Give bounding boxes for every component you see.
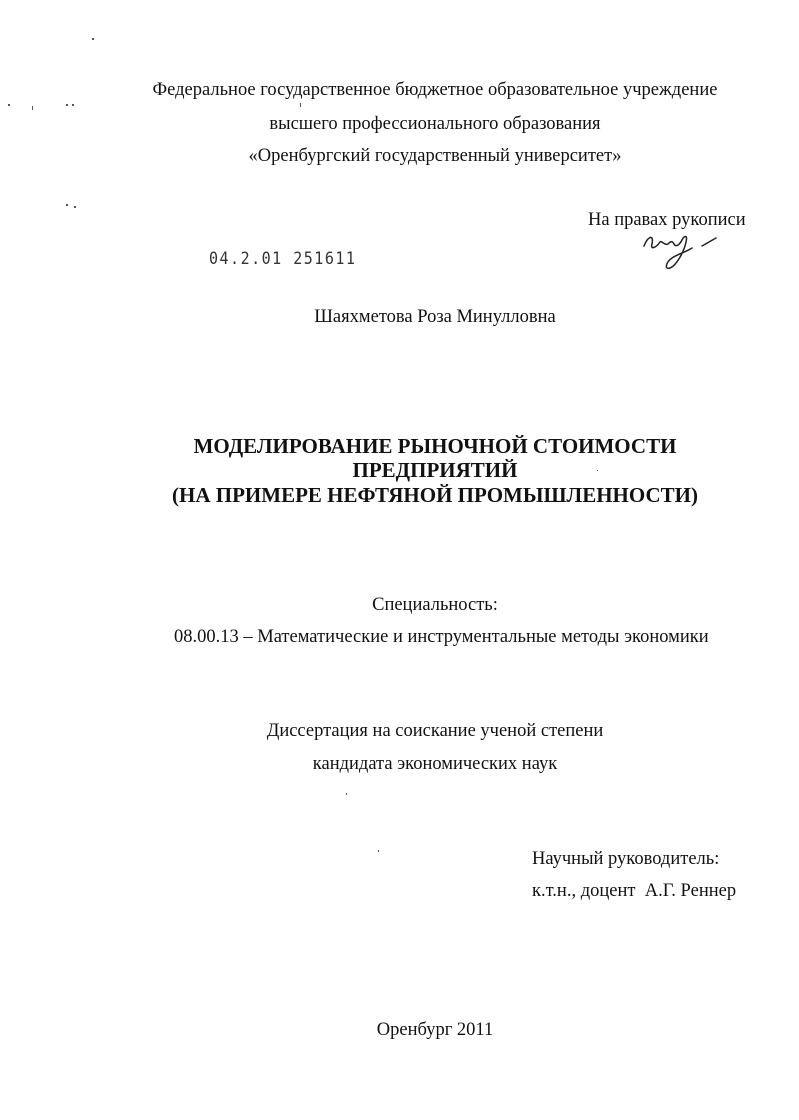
- scan-speck: [8, 104, 10, 106]
- thesis-title-line-2: ПРЕДПРИЯТИЙ: [352, 458, 518, 482]
- supervisor-value: к.т.н., доцент А.Г. Реннер: [532, 881, 737, 901]
- scan-speck: [92, 38, 94, 40]
- scan-speck: [346, 793, 347, 795]
- scan-speck: [72, 104, 74, 106]
- scan-speck: [378, 850, 379, 852]
- scan-speck: [66, 104, 68, 106]
- institution-line-1: Федеральное государственное бюджетное образовательное учреждение: [152, 80, 718, 100]
- dissertation-line-1: Диссертация на соискание ученой степени: [266, 721, 604, 741]
- registration-stamp: 04.2.01 251611: [209, 248, 357, 269]
- scan-speck: [32, 106, 33, 110]
- specialty-label: Специальность:: [372, 595, 498, 615]
- thesis-title-line-3: (НА ПРИМЕРЕ НЕФТЯНОЙ ПРОМЫШЛЕННОСТИ): [172, 483, 698, 507]
- supervisor-label: Научный руководитель:: [532, 849, 720, 869]
- signature-mark: [636, 226, 720, 272]
- institution-line-3: «Оренбургский государственный университет»: [248, 146, 622, 166]
- specialty-value: 08.00.13 – Математические и инструментальные методы экономики: [174, 627, 709, 647]
- scan-speck: [74, 206, 76, 208]
- author-name: Шаяхметова Роза Минулловна: [314, 307, 556, 327]
- scan-speck: [66, 204, 68, 206]
- scan-speck: [300, 103, 301, 107]
- thesis-title-line-1: МОДЕЛИРОВАНИЕ РЫНОЧНОЙ СТОИМОСТИ: [193, 434, 677, 458]
- city-year: Оренбург 2011: [376, 1020, 494, 1040]
- manuscript-rights-label: На правах рукописи: [588, 210, 746, 230]
- institution-line-2: высшего профессионального образования: [269, 114, 601, 134]
- dissertation-line-2: кандидата экономических наук: [312, 754, 558, 774]
